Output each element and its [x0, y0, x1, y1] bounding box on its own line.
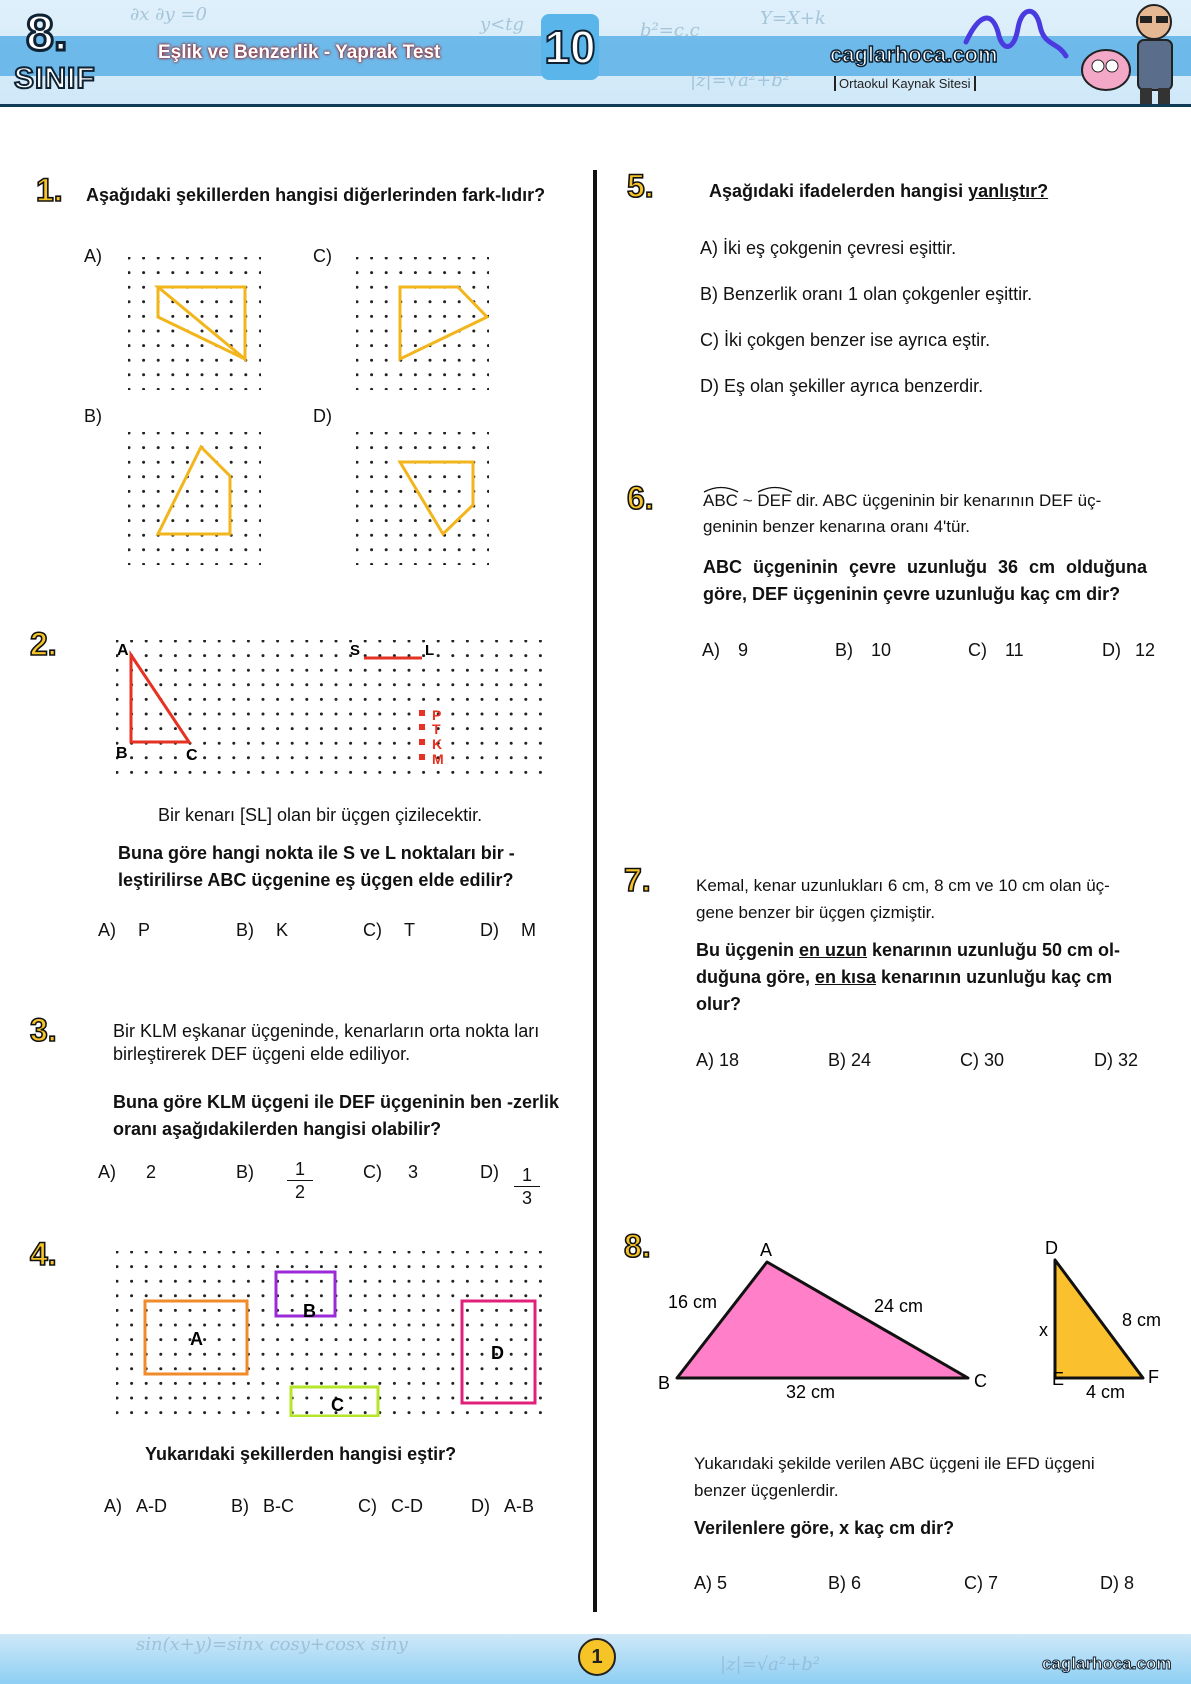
point-k-marker: [419, 739, 425, 745]
point-m-label: M: [432, 751, 444, 767]
background-math-decoration: ∂x ∂y =0: [130, 4, 207, 25]
q8-option-b[interactable]: B) 6: [828, 1573, 862, 1593]
q4-option-d[interactable]: [471, 1496, 534, 1517]
point-k-label: K: [432, 736, 443, 752]
option-value: T: [404, 920, 415, 940]
point-a-label: A: [117, 642, 129, 659]
q1-option-d-label[interactable]: D): [313, 406, 332, 426]
point-t-label: T: [432, 721, 441, 737]
option-value: C-D: [391, 1496, 423, 1516]
option-letter: A): [104, 1496, 122, 1516]
background-math-decoration: |z|=√a²+b²: [690, 70, 790, 91]
rectangle-d-label: D: [491, 1343, 504, 1363]
triangle-abc-pink: [677, 1262, 968, 1378]
q3-option-d-fraction: [514, 1164, 540, 1209]
option-letter: D): [480, 1162, 499, 1182]
option-value: K: [276, 920, 289, 940]
triangle-def-name: DEF: [757, 491, 792, 510]
option-value: 9: [738, 640, 749, 660]
page-footer: [0, 1634, 1191, 1684]
option-value: 11: [1005, 640, 1024, 660]
side-bc-length: 32 cm: [786, 1382, 836, 1402]
question-4-number: 4.: [30, 1236, 57, 1272]
option-letter: C): [363, 1162, 382, 1182]
side-de-length: x: [1039, 1320, 1048, 1340]
fraction-denominator: 2: [294, 1182, 305, 1202]
option-letter: C): [363, 920, 382, 940]
triangle-abc-name: ABC: [703, 491, 738, 510]
vertex-b-label: B: [658, 1373, 671, 1393]
q8-option-d[interactable]: D) 8: [1100, 1573, 1135, 1593]
q1-grid-b: [128, 432, 261, 565]
q4-option-c[interactable]: [358, 1496, 423, 1517]
vertex-f-label: F: [1148, 1367, 1159, 1387]
footer-site-logo: caglarhoca.com: [1042, 1654, 1172, 1673]
question-text: kenarının uzunluğu 50 cm ol-duğuna göre,: [696, 940, 1121, 987]
q3-option-b[interactable]: [236, 1162, 254, 1183]
q6-option-d[interactable]: [1102, 640, 1155, 661]
grid-dots: [128, 432, 261, 565]
similarity-symbol: ~: [742, 491, 753, 510]
question-6-text-line1: dir. ABC üçgeninin bir kenarının DEF üç-: [791, 491, 1102, 510]
grade-label: SINIF: [14, 62, 96, 95]
side-ac-length: 24 cm: [874, 1296, 924, 1316]
underlined-en-kisa: en kısa: [815, 967, 877, 987]
question-5-number: 5.: [627, 168, 654, 204]
question-2-question: Buna göre hangi nokta ile S ve L noktaları bir -leştirilirse ABC üçgenine eş üçgen elde edilir?: [118, 843, 515, 890]
q2-option-d[interactable]: [480, 920, 536, 941]
q1-grid-c: [356, 257, 489, 390]
point-p-label: P: [432, 707, 442, 723]
option-letter: D): [480, 920, 499, 940]
fraction-numerator: 1: [287, 1158, 313, 1181]
worksheet-topic: Eşlik ve Benzerlik - Yaprak Test: [158, 42, 441, 63]
q7-option-c[interactable]: C) 30: [960, 1050, 1005, 1070]
question-2-number: 2.: [30, 626, 57, 662]
question-7-number: 7.: [624, 862, 651, 898]
test-number-badge: 10: [541, 14, 599, 80]
option-letter: C): [358, 1496, 377, 1516]
q4-option-a[interactable]: [104, 1496, 167, 1517]
q2-dot-grid: [116, 640, 544, 776]
question-8-question: Verilenlere göre, x kaç cm dir?: [694, 1518, 955, 1538]
question-5-question: [709, 178, 1048, 205]
rectangle-b-label: B: [303, 1301, 316, 1321]
option-value: A-D: [136, 1496, 167, 1516]
page-header: [0, 0, 1191, 107]
vertex-a-label: A: [760, 1240, 773, 1260]
option-letter: B): [236, 1162, 254, 1182]
q1-option-b-label[interactable]: B): [84, 406, 102, 426]
q7-option-d[interactable]: D) 32: [1094, 1050, 1139, 1070]
q6-option-a[interactable]: [702, 640, 748, 661]
point-l-label: L: [425, 642, 435, 659]
option-value: 2: [146, 1162, 157, 1182]
q7-option-b[interactable]: B) 24: [828, 1050, 872, 1070]
q8-triangles-figure: [640, 1236, 1180, 1416]
question-1-number: 1.: [36, 172, 63, 208]
question-8-number: 8.: [624, 1228, 651, 1264]
q3-option-c[interactable]: [363, 1162, 418, 1183]
grid-dots: [356, 257, 489, 390]
question-1-text: Aşağıdaki şekillerden hangisi diğerlerinden fark-lıdır?: [86, 185, 546, 205]
option-value: 12: [1135, 640, 1156, 660]
vertex-d-label: D: [1045, 1238, 1058, 1258]
q8-option-a[interactable]: A) 5: [694, 1573, 728, 1593]
option-letter: D): [1102, 640, 1121, 660]
point-c-label: C: [186, 747, 198, 764]
question-2-text: Bir kenarı [SL] olan bir üçgen çizilecektir.: [158, 805, 483, 825]
q1-option-a-label[interactable]: A): [84, 246, 102, 266]
question-6-number: 6.: [627, 480, 654, 516]
question-4-question: Yukarıdaki şekillerden hangisi eştir?: [145, 1444, 457, 1464]
vertex-e-label: E: [1052, 1369, 1065, 1389]
question-text: kenarının uzunluğu kaç cm olur?: [696, 967, 1113, 1014]
question-text: Bu üçgenin: [696, 940, 799, 960]
background-math-decoration: Y=X+k: [760, 8, 826, 29]
header-site-logo: caglarhoca.com: [830, 42, 998, 67]
point-t-marker: [419, 724, 425, 730]
option-value: M: [521, 920, 536, 940]
q3-option-b-fraction: [287, 1158, 313, 1203]
option-letter: B): [236, 920, 254, 940]
q1-grid-d: [356, 432, 489, 565]
column-divider: [593, 170, 597, 1612]
question-7-text: Kemal, kenar uzunlukları 6 cm, 8 cm ve 10 cm olan üç-gene benzer bir üçgen çizmiştir.: [696, 876, 1110, 922]
grid-dots: [116, 640, 542, 774]
q2-option-b[interactable]: [236, 920, 288, 941]
rectangle-a-label: A: [190, 1329, 203, 1349]
option-value: B-C: [263, 1496, 294, 1516]
option-value: A-B: [504, 1496, 535, 1516]
vertex-c-label: C: [974, 1371, 987, 1391]
q5-option-a[interactable]: A) İki eş çokgenin çevresi eşittir.: [700, 238, 957, 258]
q5-option-d[interactable]: D) Eş olan şekiller ayrıca benzerdir.: [700, 376, 984, 396]
grid-dots: [128, 257, 261, 390]
question-6-question: ABC üçgeninin çevre uzunluğu 36 cm olduğuna göre, DEF üçgeninin çevre uzunluğu kaç cm dir?: [703, 557, 1147, 604]
q8-option-c[interactable]: C) 7: [964, 1573, 999, 1593]
background-math-decoration: b²=c.c: [640, 20, 700, 41]
option-value: 3: [408, 1162, 419, 1182]
question-6-text: [703, 488, 1163, 540]
option-value: 10: [871, 640, 892, 660]
q7-option-a[interactable]: A) 18: [696, 1050, 740, 1070]
point-p-marker: [419, 710, 425, 716]
option-letter: D): [471, 1496, 490, 1516]
grid-dots: [116, 1251, 542, 1414]
question-6-text-line2: geninin benzer kenarına oranı 4'tür.: [703, 517, 970, 536]
q5-option-b[interactable]: B) Benzerlik oranı 1 olan çokgenler eşittir.: [700, 284, 1033, 304]
q1-shape-b: [158, 447, 230, 534]
option-letter: B): [231, 1496, 249, 1516]
triangle-def-symbol: [757, 488, 791, 514]
q4-option-b[interactable]: [231, 1496, 294, 1517]
question-3-question: Buna göre KLM üçgeni ile DEF üçgeninin ben -zerlik oranı aşağıdakilerden hangisi olabilir?: [113, 1092, 560, 1139]
option-letter: A): [702, 640, 720, 660]
q3-option-d[interactable]: [480, 1162, 499, 1183]
question-text: Aşağıdaki ifadelerden hangisi: [709, 181, 969, 201]
q1-option-c-label[interactable]: C): [313, 246, 332, 266]
point-s-label: S: [350, 642, 361, 659]
option-letter: C): [968, 640, 987, 660]
option-value: P: [138, 920, 151, 940]
q1-grid-a: [128, 257, 261, 390]
point-b-label: B: [116, 745, 128, 762]
option-letter: A): [98, 920, 116, 940]
rectangle-c-label: C: [331, 1395, 344, 1415]
q1-shape-c: [400, 287, 487, 359]
question-3-text: Bir KLM eşkanar üçgeninde, kenarların orta nokta ları birleştirerek DEF üçgeni elde ediliyor.: [113, 1021, 540, 1064]
q6-option-c[interactable]: [968, 640, 1024, 661]
underlined-en-uzun: en uzun: [799, 940, 867, 960]
q3-option-a[interactable]: [98, 1162, 156, 1183]
background-math-decoration: y<tg: [480, 14, 525, 35]
q5-option-c[interactable]: C) İki çokgen benzer ise ayrıca eştir.: [700, 330, 991, 350]
fraction-numerator: 1: [514, 1164, 540, 1187]
q6-option-b[interactable]: [835, 640, 891, 661]
q4-dot-grid: [116, 1251, 544, 1417]
scribble-decoration: [962, 2, 1072, 62]
side-df-length: 8 cm: [1122, 1310, 1162, 1330]
question-8-text: Yukarıdaki şekilde verilen ABC üçgeni ile EFD üçgeni benzer üçgenlerdir.: [694, 1454, 1095, 1500]
question-7-question: [696, 937, 1146, 1018]
fraction-denominator: 3: [521, 1188, 532, 1208]
option-letter: A): [98, 1162, 116, 1182]
q2-option-c[interactable]: [363, 920, 415, 941]
question-underlined-word: yanlıştır?: [968, 181, 1049, 201]
triangle-abc-symbol: [703, 488, 738, 514]
side-ab-length: 16 cm: [668, 1292, 718, 1312]
background-math-decoration: sin(x+y)=sinx cosy+cosx siny: [136, 1634, 408, 1655]
grade-number: 8.: [26, 5, 68, 61]
point-m-marker: [419, 754, 425, 760]
q2-option-a[interactable]: [98, 920, 150, 941]
background-math-decoration: |z|=√a²+b²: [720, 1654, 820, 1675]
question-3-number: 3.: [30, 1012, 57, 1048]
header-site-subtitle: Ortaokul Kaynak Sitesi: [834, 76, 976, 91]
side-ef-length: 4 cm: [1086, 1382, 1126, 1402]
mascot-illustration: [1078, 0, 1191, 104]
page-number: 1: [578, 1638, 616, 1676]
q1-shape-d: [400, 462, 473, 534]
option-letter: B): [835, 640, 853, 660]
